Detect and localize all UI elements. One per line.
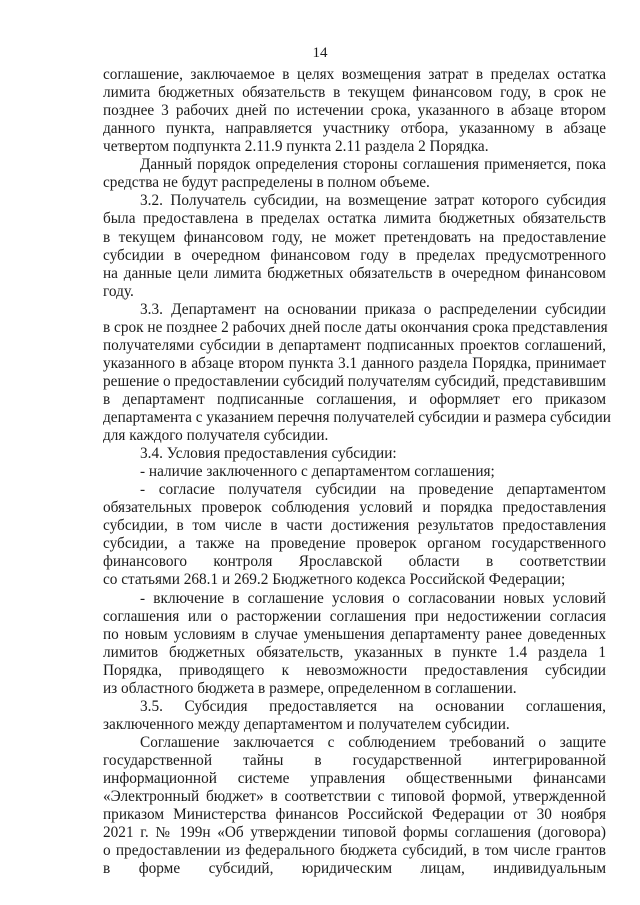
text-line: в текущем финансовом году, не может претендовать на предоставление (103, 228, 606, 246)
text-line: заключенного между департаментом и получателем субсидии. (103, 715, 510, 733)
text-line: соглашения или о расторжении соглашения при недостижении согласия (103, 607, 606, 625)
text-line: Данный порядок определения стороны соглашения применяется, пока (140, 156, 606, 174)
text-line: указанного в абзаце втором пункта 3.1 данного раздела Порядка, принимает (103, 354, 606, 372)
text-line: Порядка, приводящего к невозможности предоставления субсидии (103, 661, 606, 679)
text-line: субсидии, а также на проведение проверок органом государственного (103, 535, 606, 553)
text-line: приказом Министерства финансов Российской Федерации от 30 ноября (103, 806, 606, 824)
text-line: в департамент подписанные соглашения, и оформляет его приказом (103, 390, 606, 408)
text-line: в срок не позднее 2 рабочих дней после даты окончания срока представления (103, 318, 608, 336)
text-line: 3.5. Субсидия предоставляется на основании соглашения, (140, 697, 606, 715)
text-line: позднее 3 рабочих дней по истечении срока, указанного в абзаце втором (103, 102, 606, 120)
text-line: по новым условиям в случае уменьшения департаменту ранее доведенных (103, 625, 606, 643)
text-line: государственной тайны в государственной интегрированной (103, 751, 606, 769)
text-line: получателями субсидии в департамент подписанных проектов соглашений, (103, 336, 606, 354)
text-line: соглашение, заключаемое в целях возмещения затрат в пределах остатка (103, 66, 606, 83)
text-line: «Электронный бюджет» в соответствии с типовой формой, утвержденной (103, 788, 606, 805)
text-line: - наличие заключенного с департаментом соглашения; (140, 463, 495, 481)
text-line: 2021 г. № 199н «Об утверждении типовой формы соглашения (договора) (103, 824, 606, 842)
text-line: для каждого получателя субсидии. (103, 427, 329, 444)
text-line: со статьями 268.1 и 269.2 Бюджетного кодекса Российской Федерации; (103, 571, 566, 589)
text-line: финансового контроля Ярославской области в соответствии (103, 553, 606, 571)
text-line: информационной системе управления общественными финансами (103, 770, 606, 787)
text-line: Соглашение заключается с соблюдением требований о защите (140, 733, 606, 751)
text-line: лимитов бюджетных обязательств, указанных в пункте 1.4 раздела 1 (103, 643, 606, 661)
text-line: решение о предоставлении субсидий получателям субсидий, представившим (103, 372, 606, 390)
text-line: субсидии, в том числе в части достижения результатов предоставления (103, 517, 606, 535)
text-line: четвертом подпункта 2.11.9 пункта 2.11 раздела 2 Порядка. (103, 138, 489, 156)
page-number: 14 (312, 45, 328, 61)
text-line: в форме субсидий, юридическим лицам, индивидуальным (103, 860, 606, 878)
text-line: 3.4. Условия предоставления субсидии: (140, 445, 397, 463)
text-line: департамента с указанием перечня получателей субсидии и размера субсидии (103, 408, 611, 426)
text-line: году. (103, 282, 134, 300)
text-line: лимита бюджетных обязательств в текущем финансовом году, в срок не (103, 84, 606, 101)
text-line: субсидии в очередном финансовом году в пределах предусмотренного (103, 246, 606, 264)
text-line: 3.2. Получатель субсидии, на возмещение затрат которого субсидия (140, 192, 606, 210)
text-line: о предоставлении из федерального бюджета субсидий, в том числе грантов (103, 842, 606, 860)
text-line: данного пункта, направляется участнику отбора, указанному в абзаце (103, 120, 606, 138)
text-line: - согласие получателя субсидии на проведение департаментом (140, 481, 606, 499)
text-line: средства не будут распределены в полном объеме. (103, 174, 430, 192)
text-line: обязательных проверок соблюдения условий и порядка предоставления (103, 499, 606, 517)
text-line: была предоставлена в пределах остатка лимита бюджетных обязательств (103, 210, 606, 228)
text-line: - включение в соглашение условия о согласовании новых условий (140, 589, 606, 607)
text-line: на данные цели лимита бюджетных обязательств в очередном финансовом (103, 264, 606, 282)
text-line: 3.3. Департамент на основании приказа о распределении субсидии (140, 300, 606, 318)
text-line: из областного бюджета в размере, определенном в соглашении. (103, 679, 517, 697)
